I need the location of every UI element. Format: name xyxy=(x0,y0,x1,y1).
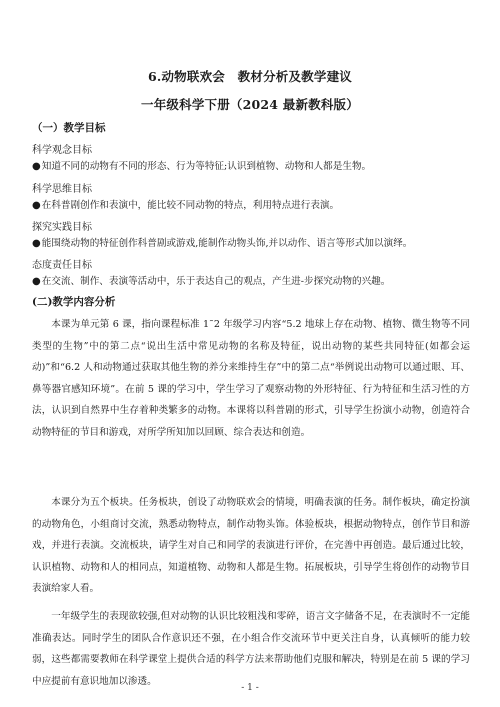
goal-label-thinking: 科学思维目标 xyxy=(32,184,92,195)
goal-label-practice: 探究实践目标 xyxy=(32,222,92,233)
bullet-dot-icon: ● xyxy=(32,200,41,211)
section-heading-teaching-goals: （一）教学目标 xyxy=(32,122,106,134)
goal-text: 在科普剧创作和表演中，能比较不同动物的特点，利用特点进行表演。 xyxy=(41,200,340,211)
paragraph-student-analysis: 一年级学生的表现欲较强,但对动物的认识比较粗浅和零碎，语言文字储备不足，在表演时不一定能准确表达。同时学生的团队合作意识还不强，在小组合作交流环节中更关注自身，认真倾听的能力较弱，这些都需要教师在科学课堂上提供合适的科学方法来帮助他们克服和解决，特别是在前 5 课的学习中应提前有意识地加以渗透。 xyxy=(32,611,470,687)
goal-label-concept: 科学观念目标 xyxy=(32,145,92,156)
page-number: - 1 - xyxy=(241,683,259,693)
goal-item-thinking xyxy=(32,199,472,213)
paragraph-lesson-sections: 本课分为五个板块。任务板块，创设了动物联欢会的情境，明确表演的任务。制作板块，确定扮演的动物角色，小组商讨交流，熟悉动物特点，制作动物头饰。体验板块，根据动物特点，创作节目和游戏，并进行表演。交流板块，请学生对自己和同学的表演进行评价，在完善中再创造。最后通过比较，认识植物、动物和人的相同点，知道植物、动物和人都是生物。拓展板块，引导学生将创作的动物节目表演给家人看。 xyxy=(32,497,470,595)
goal-item-attitude xyxy=(32,275,472,289)
goal-text: 知道不同的动物有不同的形态、行为等特征;认识到植物、动物和人都是生物。 xyxy=(41,161,372,172)
bullet-dot-icon: ● xyxy=(32,276,41,287)
section-heading-content-analysis: (二)教学内容分析 xyxy=(32,296,116,308)
bullet-dot-icon: ● xyxy=(32,238,41,249)
document-title: 6.动物联欢会 教材分析及教学建议 xyxy=(148,69,352,84)
goal-label-attitude: 态度责任目标 xyxy=(32,260,92,271)
goal-text: 能围绕动物的特征创作科普剧或游戏,能制作动物头饰,并以动作、语言等形式加以演绎。 xyxy=(41,238,413,249)
goal-text: 在交流、制作、表演等活动中，乐于表达自己的观点，产生进-步探究动物的兴趣。 xyxy=(41,276,391,287)
goal-item-practice xyxy=(32,237,472,251)
document-subtitle: 一年级科学下册（2024 最新教科版） xyxy=(141,97,359,112)
paragraph-course-standard: 本课为单元第 6 课，指向课程标准 1˜2 年级学习内容“5.2 地球上存在动物、植物、微生物等不同类型的生物”中的第二点“说出生活中常见动物的名称及特征，说出动物的某些共同特征(如都会运动)”和“6.2 人和动物通过获取其他生物的养分来维持生存”中的第二点“举例说出动物可以通过眼、耳、鼻等器官感知环境”。在前 5 课的学习中，学生学习了观察动物的外形特征、行为特征和生活习性的方法，认识到自然界中生存着种类繁多的动物。本课将以科普剧的形式，引导学生扮演小动物，创造符合动物特征的节目和游戏，对所学所知加以回顾、综合表达和创造。 xyxy=(32,319,470,438)
bullet-dot-icon: ● xyxy=(32,161,41,172)
goal-item-concept xyxy=(32,160,472,174)
